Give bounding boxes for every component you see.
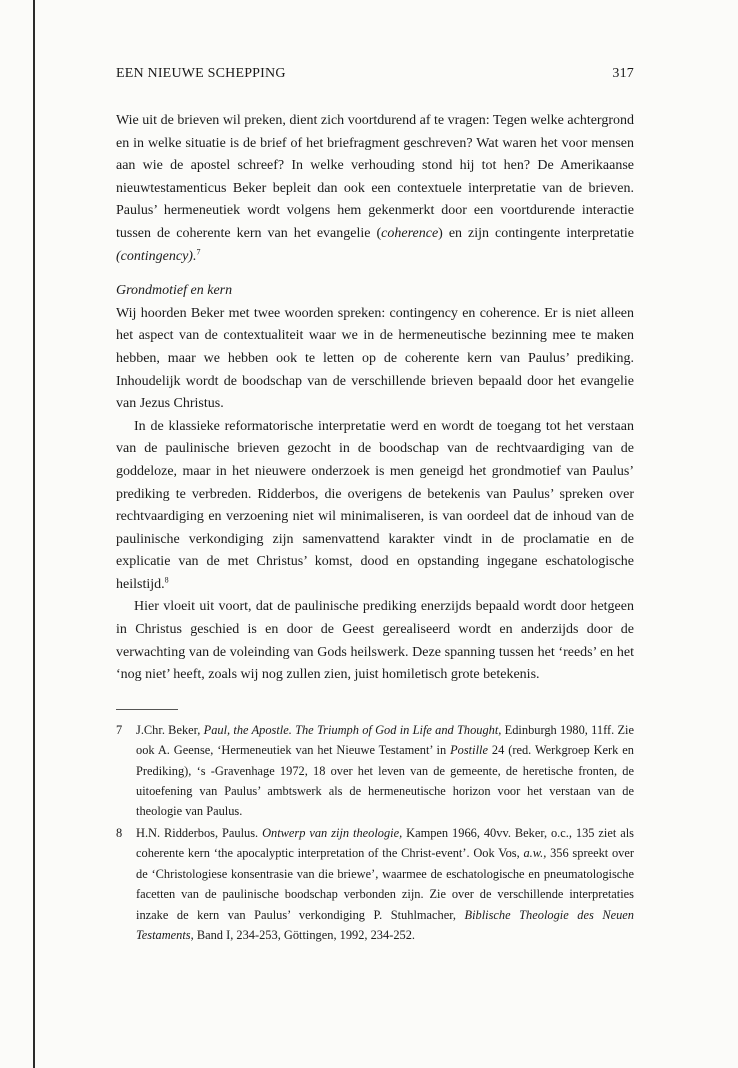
footnote-number: 8 (116, 825, 123, 840)
paragraph-3: In de klassieke reformatorische interpretatie werd en wordt de toegang tot het verstaan van de paulinische brieven gezocht in de boodschap van de rechtvaardiging van de goddeloze, maar in het nieuwere onderzoek is men geneigd het grondmotief van Paulus’ prediking te verbreden. Ridderbos, die overigens de betekenis van Paulus’ spreken over rechtvaardiging en verzoening niet wil minimaliseren, is van oordeel dat de inhoud van de paulinische verkondiging zijn samenvattend karakter vindt in de proclamatie en de explicatie van de met Christus’ komst, dood en opstanding ingegane eschatologische heilstijd.$^8$ (116, 418, 634, 592)
scan-edge-line (33, 0, 35, 1068)
running-head-title: EEN NIEUWE SCHEPPING (116, 66, 286, 81)
footnote-rule (116, 709, 178, 710)
footnote-ref-8: 8 (164, 575, 169, 585)
section-heading: Grondmotief en kern (116, 283, 233, 299)
book-page (116, 66, 634, 945)
footnotes (116, 720, 634, 945)
paragraph-2: Wij hoorden Beker met twee woorden spreken: contingency en coherence. Er is niet alleen het aspect van de contextualiteit waar we in de hermeneutische bezinning mee te maken hebben, maar we hebben ook te letten op de coherente kern van Paulus’ prediking. Inhoudelijk wordt de boodschap van de verschillende brieven bepaald door het evangelie van Jezus Christus. (116, 305, 634, 412)
running-head (116, 66, 634, 92)
footnote-text: H.N. Ridderbos, Paulus. Ontwerp van zijn theologie, Kampen 1966, 40vv. Beker, o.c., 135 ziet als coherente kern ‘the apocalyptic interpretation of the Christ-event’. Ook Vos, a.w., 356 spreekt over de ‘Christologiese konsentrasie van die briewe’, waarmee de eschatologische en pneumatologische facetten van de paulinische boodschap verbonden zijn. Zie over de verschillende interpretaties inzake de kern van Paulus’ verkondiging P. Stuhlmacher, Biblische Theologie des Neuen Testaments, Band I, 234-253, Göttingen, 1992, 234-252. (136, 825, 634, 942)
footnote-7 (116, 720, 634, 822)
paragraph-1: Wie uit de brieven wil preken, dient zich voortdurend af te vragen: Tegen welke achtergrond en in welke situatie is de brief of het briefragment geschreven? Wat waren het voor mensen aan wie de apostel schreef? In welke verhouding stond hij tot hen? De Amerikaanse nieuwtestamenticus Beker bepleit dan ook een contextuele interpretatie van de brieven. Paulus’ hermeneutiek wordt volgens hem gekenmerkt door een voortdurende interactie tussen de coherente kern van het evangelie (coherence) en zijn contingente interpretatie (contingency).$^7$ (116, 113, 634, 264)
footnote-8 (116, 823, 634, 945)
footnote-ref-7: 7 (196, 246, 201, 256)
footnote-number: 7 (116, 722, 123, 737)
paragraph-4: Hier vloeit uit voort, dat de paulinische prediking enerzijds bepaald wordt door hetgeen in Christus geschied is en door de Geest gerealiseerd wordt en anderzijds door de verwachting van de voleinding van Gods heilswerk. Deze spanning tussen het ‘reeds’ en het ‘nog niet’ heeft, zoals wij nog zullen zien, juist homiletisch grote betekenis. (116, 599, 634, 683)
body-text (116, 110, 634, 687)
page-number: 317 (612, 66, 634, 81)
footnote-text: J.Chr. Beker, Paul, the Apostle. The Triumph of God in Life and Thought, Edinburgh 1980, 11ff. Zie ook A. Geense, ‘Hermeneutiek van het Nieuwe Testament’ in Postille 24 (red. Werkgroep Kerk en Prediking), ‘s -Gravenhage 1972, 18 over het leven van de gemeente, de heretische fronten, de uitoefening van Paulus’ ambtswerk als de hermeneutische horizon voor het verstaan van de theologie van Paulus. (136, 722, 634, 819)
